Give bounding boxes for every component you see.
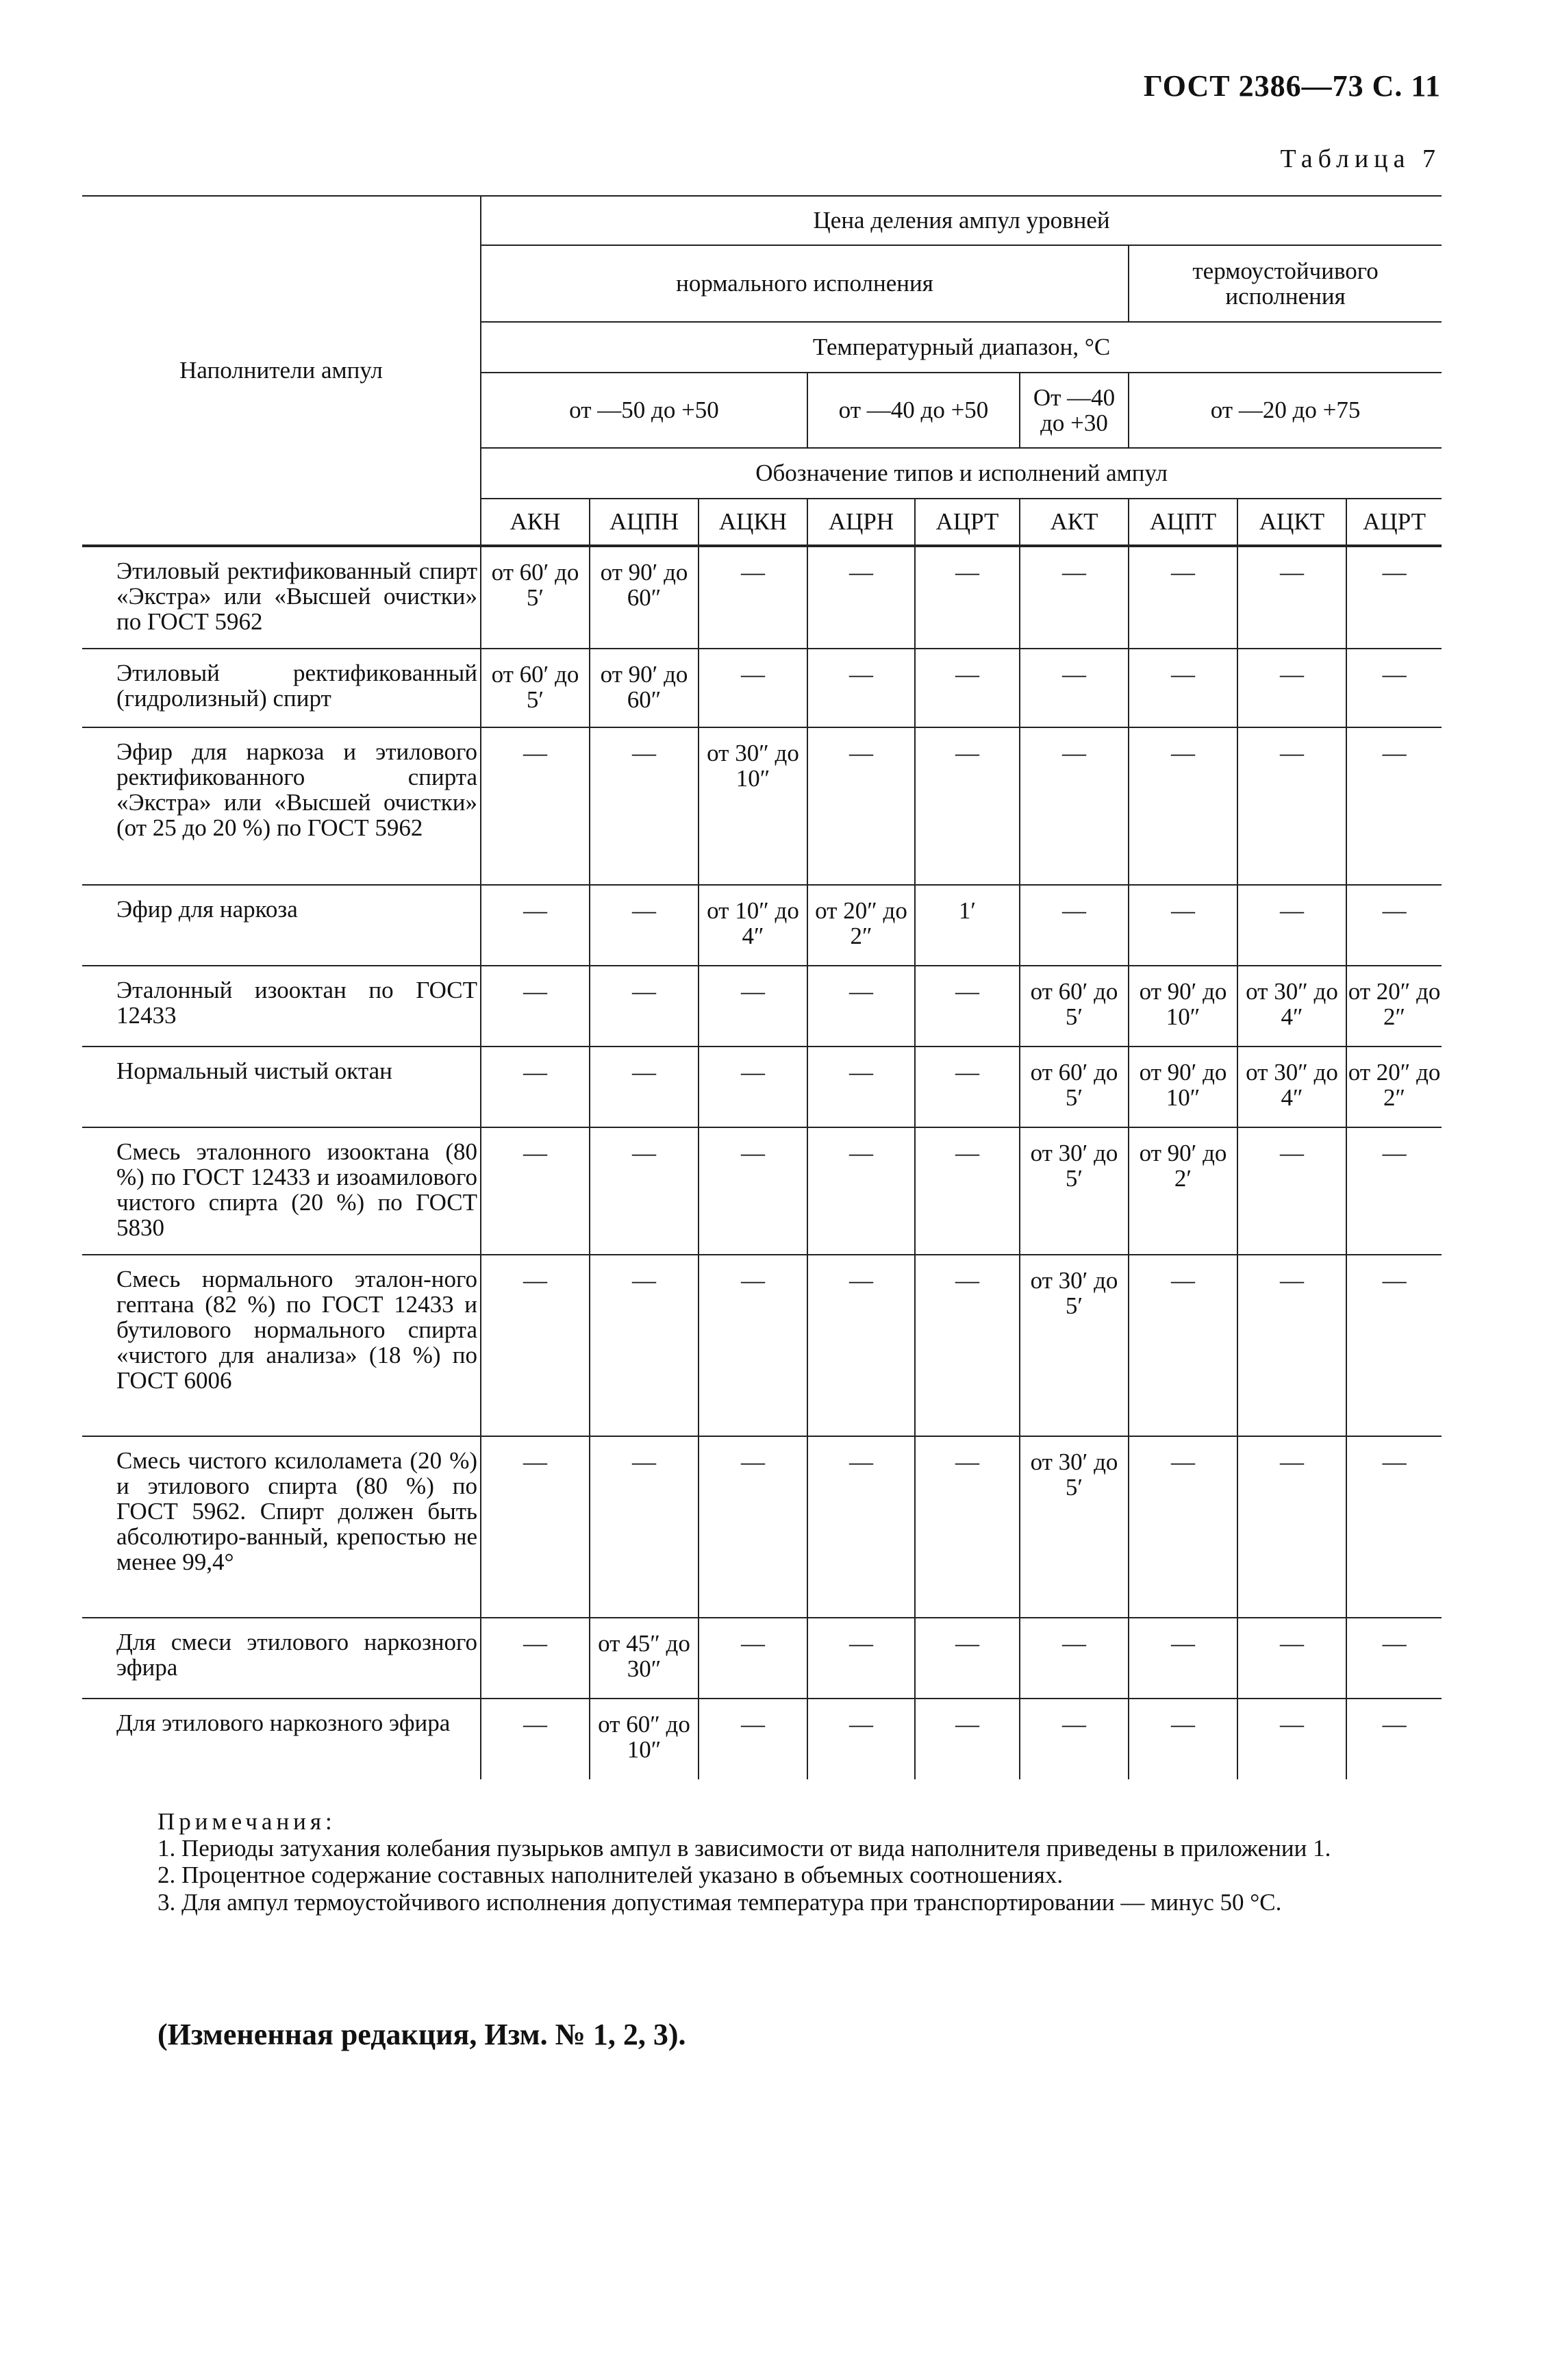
- value-cell: —: [807, 546, 915, 649]
- table-row: [82, 1699, 1442, 1779]
- value-cell: —: [1346, 649, 1442, 727]
- value-cell: —: [1346, 1255, 1442, 1436]
- value-cell: от 45″ до 30″: [590, 1618, 699, 1699]
- value-cell: от 60′ до 5′: [481, 649, 590, 727]
- value-cell: —: [807, 966, 915, 1047]
- value-cell: —: [807, 1255, 915, 1436]
- value-cell: —: [1346, 885, 1442, 966]
- type-code-cell: АКТ: [1020, 499, 1129, 546]
- designation-header: Обозначение типов и исполнений ампул: [481, 448, 1442, 499]
- thermo-header: термоустойчивого исполнения: [1129, 245, 1442, 322]
- value-cell: от 90′ до 2′: [1129, 1127, 1237, 1255]
- value-cell: —: [915, 1699, 1020, 1779]
- value-cell: —: [1129, 546, 1237, 649]
- value-cell: от 20″ до 2″: [807, 885, 915, 966]
- price-header: Цена деления ампул уровней: [481, 196, 1442, 245]
- type-code-cell: АЦКТ: [1237, 499, 1346, 546]
- value-cell: —: [1020, 727, 1129, 885]
- value-cell: —: [1237, 885, 1346, 966]
- value-cell: —: [481, 885, 590, 966]
- value-cell: от 60′ до 5′: [1020, 1047, 1129, 1127]
- value-cell: —: [590, 1255, 699, 1436]
- value-cell: от 30″ до 4″: [1237, 1047, 1346, 1127]
- filler-name-cell: Эфир для наркоза: [82, 885, 481, 966]
- value-cell: —: [699, 1255, 807, 1436]
- type-code-cell: АЦРТ: [1346, 499, 1442, 546]
- table-row: [82, 966, 1442, 1047]
- value-cell: —: [1237, 1618, 1346, 1699]
- value-cell: —: [807, 727, 915, 885]
- value-cell: —: [915, 727, 1020, 885]
- value-cell: —: [481, 1047, 590, 1127]
- value-cell: —: [807, 1699, 915, 1779]
- value-cell: —: [1346, 727, 1442, 885]
- filler-name-cell: Смесь нормального эталон-ного гептана (82 %) по ГОСТ 12433 и бутилового нормального спирта «чистого для анализа» (18 %) по ГОСТ 6006: [82, 1255, 481, 1436]
- value-cell: —: [915, 649, 1020, 727]
- value-cell: —: [481, 1255, 590, 1436]
- value-cell: от 30′ до 5′: [1020, 1436, 1129, 1618]
- value-cell: от 30″ до 10″: [699, 727, 807, 885]
- filler-name-cell: Эталонный изооктан по ГОСТ 12433: [82, 966, 481, 1047]
- table-row: [82, 1127, 1442, 1255]
- filler-name-cell: Смесь эталонного изооктана (80 %) по ГОСТ 12433 и изоамилового чистого спирта (20 %) по ГОСТ 5830: [82, 1127, 481, 1255]
- range-cell: от —50 до +50: [481, 373, 807, 448]
- note-item: 2. Процентное содержание составных наполнителей указано в объемных соотношениях.: [158, 1862, 1064, 1889]
- value-cell: —: [1129, 727, 1237, 885]
- value-cell: от 10″ до 4″: [699, 885, 807, 966]
- filler-header: Наполнители ампул: [82, 196, 481, 546]
- type-code-cell: АКН: [481, 499, 590, 546]
- value-cell: —: [1020, 649, 1129, 727]
- table-row: [82, 546, 1442, 649]
- normal-header: нормального исполнения: [481, 245, 1129, 322]
- value-cell: —: [1237, 1255, 1346, 1436]
- value-cell: —: [1237, 727, 1346, 885]
- type-code-cell: АЦПТ: [1129, 499, 1237, 546]
- value-cell: —: [1346, 546, 1442, 649]
- value-cell: —: [1129, 649, 1237, 727]
- value-cell: —: [1346, 1436, 1442, 1618]
- temp-header: Температурный диапазон, °С: [481, 322, 1442, 373]
- table-row: [82, 1618, 1442, 1699]
- table-head: [82, 196, 1442, 546]
- value-cell: 1′: [915, 885, 1020, 966]
- value-cell: —: [1346, 1127, 1442, 1255]
- value-cell: —: [915, 546, 1020, 649]
- value-cell: от 90′ до 60″: [590, 546, 699, 649]
- value-cell: —: [915, 966, 1020, 1047]
- value-cell: —: [699, 1436, 807, 1618]
- filler-name-cell: Смесь чистого ксилоламета (20 %) и этилового спирта (80 %) по ГОСТ 5962. Спирт должен быть абсолютиро-ванный, крепостью не менее 99,4°: [82, 1436, 481, 1618]
- value-cell: от 90′ до 10″: [1129, 1047, 1237, 1127]
- notes-heading: Примечания:: [158, 1808, 336, 1835]
- value-cell: —: [1129, 1255, 1237, 1436]
- value-cell: —: [590, 1127, 699, 1255]
- value-cell: —: [807, 1436, 915, 1618]
- value-cell: —: [590, 966, 699, 1047]
- filler-name-cell: Этиловый ректификованный спирт «Экстра» или «Высшей очистки» по ГОСТ 5962: [82, 546, 481, 649]
- edition-note: (Измененная редакция, Изм. № 1, 2, 3).: [158, 2018, 686, 2051]
- value-cell: от 60′ до 5′: [1020, 966, 1129, 1047]
- value-cell: —: [1020, 1699, 1129, 1779]
- value-cell: —: [590, 1047, 699, 1127]
- table-row: [82, 727, 1442, 885]
- value-cell: от 20″ до 2″: [1346, 1047, 1442, 1127]
- table-row: [82, 1047, 1442, 1127]
- page-header: ГОСТ 2386—73 С. 11: [1143, 69, 1441, 103]
- type-code-cell: АЦКН: [699, 499, 807, 546]
- note-item: 1. Периоды затухания колебания пузырьков ампул в зависимости от вида наполнителя приведены в приложении 1.: [158, 1835, 1331, 1862]
- filler-name-cell: Нормальный чистый октан: [82, 1047, 481, 1127]
- value-cell: —: [1020, 1618, 1129, 1699]
- value-cell: —: [915, 1436, 1020, 1618]
- value-cell: от 30″ до 4″: [1237, 966, 1346, 1047]
- value-cell: —: [699, 649, 807, 727]
- value-cell: от 60′ до 5′: [481, 546, 590, 649]
- type-code-cell: АЦРТ: [915, 499, 1020, 546]
- value-cell: —: [699, 546, 807, 649]
- value-cell: —: [1237, 1436, 1346, 1618]
- value-cell: —: [699, 1699, 807, 1779]
- value-cell: —: [590, 885, 699, 966]
- value-cell: от 30′ до 5′: [1020, 1255, 1129, 1436]
- value-cell: —: [807, 1127, 915, 1255]
- table-row: [82, 1255, 1442, 1436]
- value-cell: —: [481, 1618, 590, 1699]
- filler-name-cell: Для смеси этилового наркозного эфира: [82, 1618, 481, 1699]
- filler-name-cell: Для этилового наркозного эфира: [116, 1709, 451, 1736]
- value-cell: —: [699, 1618, 807, 1699]
- value-cell: —: [915, 1047, 1020, 1127]
- value-cell: —: [915, 1255, 1020, 1436]
- value-cell: —: [590, 727, 699, 885]
- value-cell: —: [481, 1699, 590, 1779]
- value-cell: —: [1237, 1127, 1346, 1255]
- value-cell: от 90′ до 60″: [590, 649, 699, 727]
- value-cell: —: [481, 727, 590, 885]
- value-cell: —: [481, 966, 590, 1047]
- range-cell: От —40 до +30: [1020, 373, 1129, 448]
- value-cell: —: [807, 649, 915, 727]
- filler-name-cell: Этиловый ректификованный (гидролизный) спирт: [82, 649, 481, 727]
- value-cell: —: [1129, 1699, 1237, 1779]
- data-table: [82, 195, 1442, 1779]
- value-cell: —: [481, 1436, 590, 1618]
- value-cell: —: [699, 1127, 807, 1255]
- value-cell: от 20″ до 2″: [1346, 966, 1442, 1047]
- range-cell: от —20 до +75: [1129, 373, 1442, 448]
- value-cell: —: [699, 966, 807, 1047]
- value-cell: —: [807, 1047, 915, 1127]
- value-cell: —: [1129, 885, 1237, 966]
- value-cell: —: [1020, 885, 1129, 966]
- value-cell: —: [590, 1436, 699, 1618]
- table-label: Таблица 7: [1280, 145, 1441, 173]
- value-cell: —: [1129, 1436, 1237, 1618]
- value-cell: —: [1237, 649, 1346, 727]
- value-cell: от 30′ до 5′: [1020, 1127, 1129, 1255]
- value-cell: —: [807, 1618, 915, 1699]
- value-cell: от 90′ до 10″: [1129, 966, 1237, 1047]
- table-body: [82, 546, 1442, 1779]
- value-cell: —: [699, 1047, 807, 1127]
- table-row: [82, 885, 1442, 966]
- table-row: [82, 649, 1442, 727]
- value-cell: —: [1237, 546, 1346, 649]
- range-cell: от —40 до +50: [807, 373, 1020, 448]
- table-row: [82, 1436, 1442, 1618]
- note-item: 3. Для ампул термоустойчивого исполнения допустимая температура при транспортировании — минус 50 °С.: [158, 1888, 1282, 1916]
- value-cell: от 60″ до 10″: [590, 1699, 699, 1779]
- value-cell: —: [1129, 1618, 1237, 1699]
- value-cell: —: [1020, 546, 1129, 649]
- filler-name-cell: Эфир для наркоза и этилового ректификованного спирта «Экстра» или «Высшей очистки» (от 25 до 20 %) по ГОСТ 5962: [82, 727, 481, 885]
- value-cell: —: [1237, 1699, 1346, 1779]
- value-cell: —: [915, 1127, 1020, 1255]
- type-code-cell: АЦРН: [807, 499, 915, 546]
- value-cell: —: [1346, 1618, 1442, 1699]
- type-code-cell: АЦПН: [590, 499, 699, 546]
- notes-block: [82, 1808, 1448, 1916]
- value-cell: —: [915, 1618, 1020, 1699]
- value-cell: —: [1346, 1699, 1442, 1779]
- value-cell: —: [481, 1127, 590, 1255]
